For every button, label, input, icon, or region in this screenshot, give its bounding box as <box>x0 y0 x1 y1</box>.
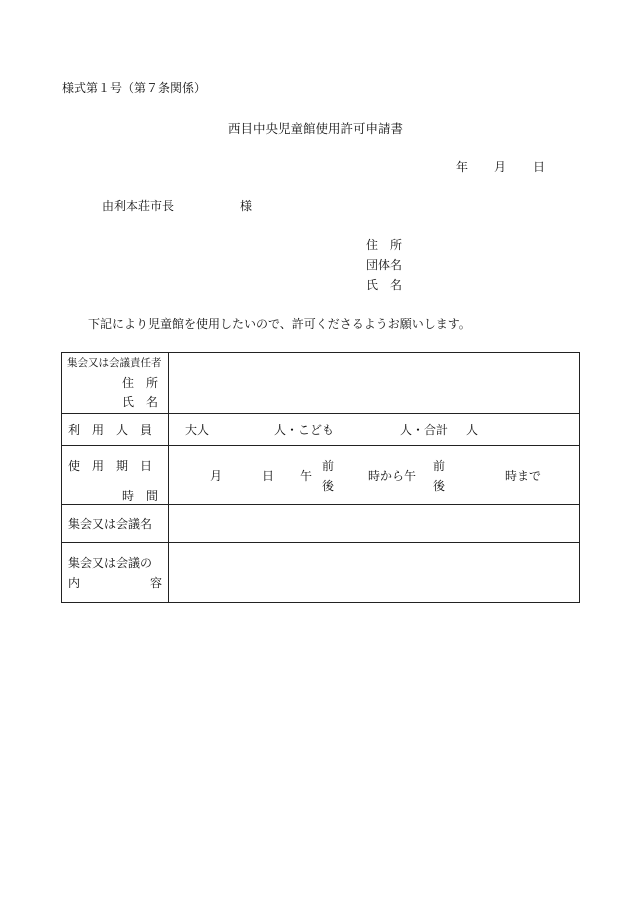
period-label-top: 使 用 期 日 <box>68 459 153 473</box>
period-am-label-2: 前 <box>433 459 446 473</box>
applicant-group-label: 団体名 <box>366 258 403 272</box>
meeting-content-label-right: 容 <box>150 576 163 590</box>
responsible-header: 集会又は会議責任者 <box>67 357 162 369</box>
date-month-label: 月 <box>494 160 507 174</box>
addressee-name: 由利本荘市長 <box>102 199 175 213</box>
period-label-bottom: 時 間 <box>122 489 159 503</box>
period-am-label: 前 <box>322 459 335 473</box>
users-total-label: 人・合計 <box>400 423 449 437</box>
document-title: 西目中央児童館使用許可申請書 <box>228 121 404 136</box>
period-day-label: 日 <box>262 469 275 483</box>
period-pm-label-2: 後 <box>433 479 446 493</box>
addressee-honorific: 様 <box>240 199 253 213</box>
date-day-label: 日 <box>533 160 546 174</box>
period-from-label: 時から午 <box>368 469 417 483</box>
meeting-content-field[interactable] <box>169 543 579 602</box>
applicant-address-label: 住 所 <box>366 238 403 252</box>
users-children-label: 人・こども <box>274 423 335 437</box>
responsible-field[interactable] <box>169 353 579 413</box>
meeting-name-field[interactable] <box>169 505 579 542</box>
table-row-divider <box>62 413 579 414</box>
date-year-label: 年 <box>456 160 469 174</box>
form-table <box>61 352 580 603</box>
period-until-label: 時まで <box>505 469 542 483</box>
period-month-label: 月 <box>210 469 223 483</box>
users-adults-label: 大人 <box>185 423 210 437</box>
applicant-name-label: 氏 名 <box>366 278 403 292</box>
form-number: 様式第１号（第７条関係） <box>62 81 207 95</box>
table-row-divider <box>62 445 579 446</box>
meeting-content-label-top: 集会又は会議の <box>68 556 153 570</box>
users-label: 利 用 人 員 <box>68 423 153 437</box>
period-noon-label: 午 <box>300 469 313 483</box>
responsible-name-label: 氏 名 <box>122 395 159 409</box>
responsible-address-label: 住 所 <box>122 376 159 390</box>
request-text: 下記により児童館を使用したいので、許可くださるようお願いします。 <box>88 317 471 331</box>
meeting-content-label-left: 内 <box>68 576 81 590</box>
users-person-unit: 人 <box>466 423 479 437</box>
period-pm-label: 後 <box>322 479 335 493</box>
meeting-name-label: 集会又は会議名 <box>68 517 153 531</box>
